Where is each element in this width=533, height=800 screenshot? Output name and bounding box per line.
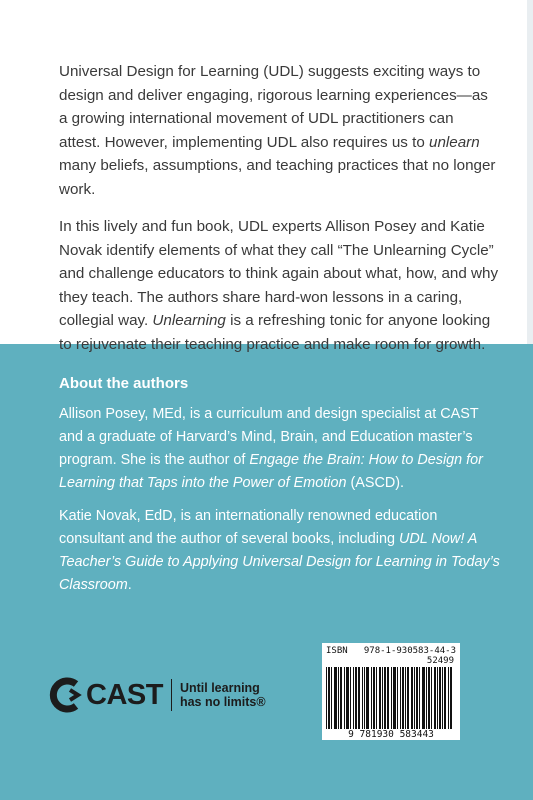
- logo-divider: [171, 679, 172, 711]
- isbn-number: 978-1-930583-44-3: [363, 646, 456, 656]
- blurb-text: [59, 60, 499, 370]
- price-code: 52499: [426, 656, 454, 666]
- blurb-section: [0, 0, 533, 353]
- about-authors: [59, 375, 504, 607]
- blurb-paragraph-1: Universal Design for Learning (UDL) suggests exciting ways to design and deliver engaging, rigorous learning experiences—as a growing international movement of UDL practitioners can attest. However, implementing UDL also requires us to unlearn many beliefs, assumptions, and teaching practices that no longer work.: [59, 63, 496, 198]
- barcode-bar: [451, 667, 452, 729]
- logo-wordmark: CAST: [86, 678, 163, 711]
- author-bio-novak: Katie Novak, EdD, is an internationally renowned education consultant and the author of several books, including UDL Now! A Teacher’s Guide to Applying Universal Design for Learning in Today’s Classroom.: [59, 508, 500, 593]
- barcode-bars: [326, 667, 456, 729]
- blurb-paragraph-2: In this lively and fun book, UDL experts Allison Posey and Katie Novak identify elements of what they call “The Unlearning Cycle” and challenge educators to think again about what, how, and why they teach. The authors share hard-won lessons in a caring, collegial way. Unlearning is a refreshing tonic for anyone looking to rejuvenate their teaching practice and make room for growth.: [59, 218, 499, 353]
- isbn-label: ISBN: [326, 646, 348, 656]
- isbn-barcode: [322, 643, 460, 740]
- logo-tagline: Until learning has no limits®: [179, 681, 266, 709]
- cast-logo: [48, 674, 266, 716]
- barcode-digits: 9 781930 583443: [348, 729, 434, 740]
- about-heading: About the authors: [59, 375, 189, 392]
- author-bio-posey: Allison Posey, MEd, is a curriculum and design specialist at CAST and a graduate of Harvard’s Mind, Brain, and Education master’s program. She is the author of Engage the Brain: How to Design for Learning that Taps into the Power of Emotion (ASCD).: [59, 406, 483, 491]
- cast-logo-icon: [48, 677, 84, 713]
